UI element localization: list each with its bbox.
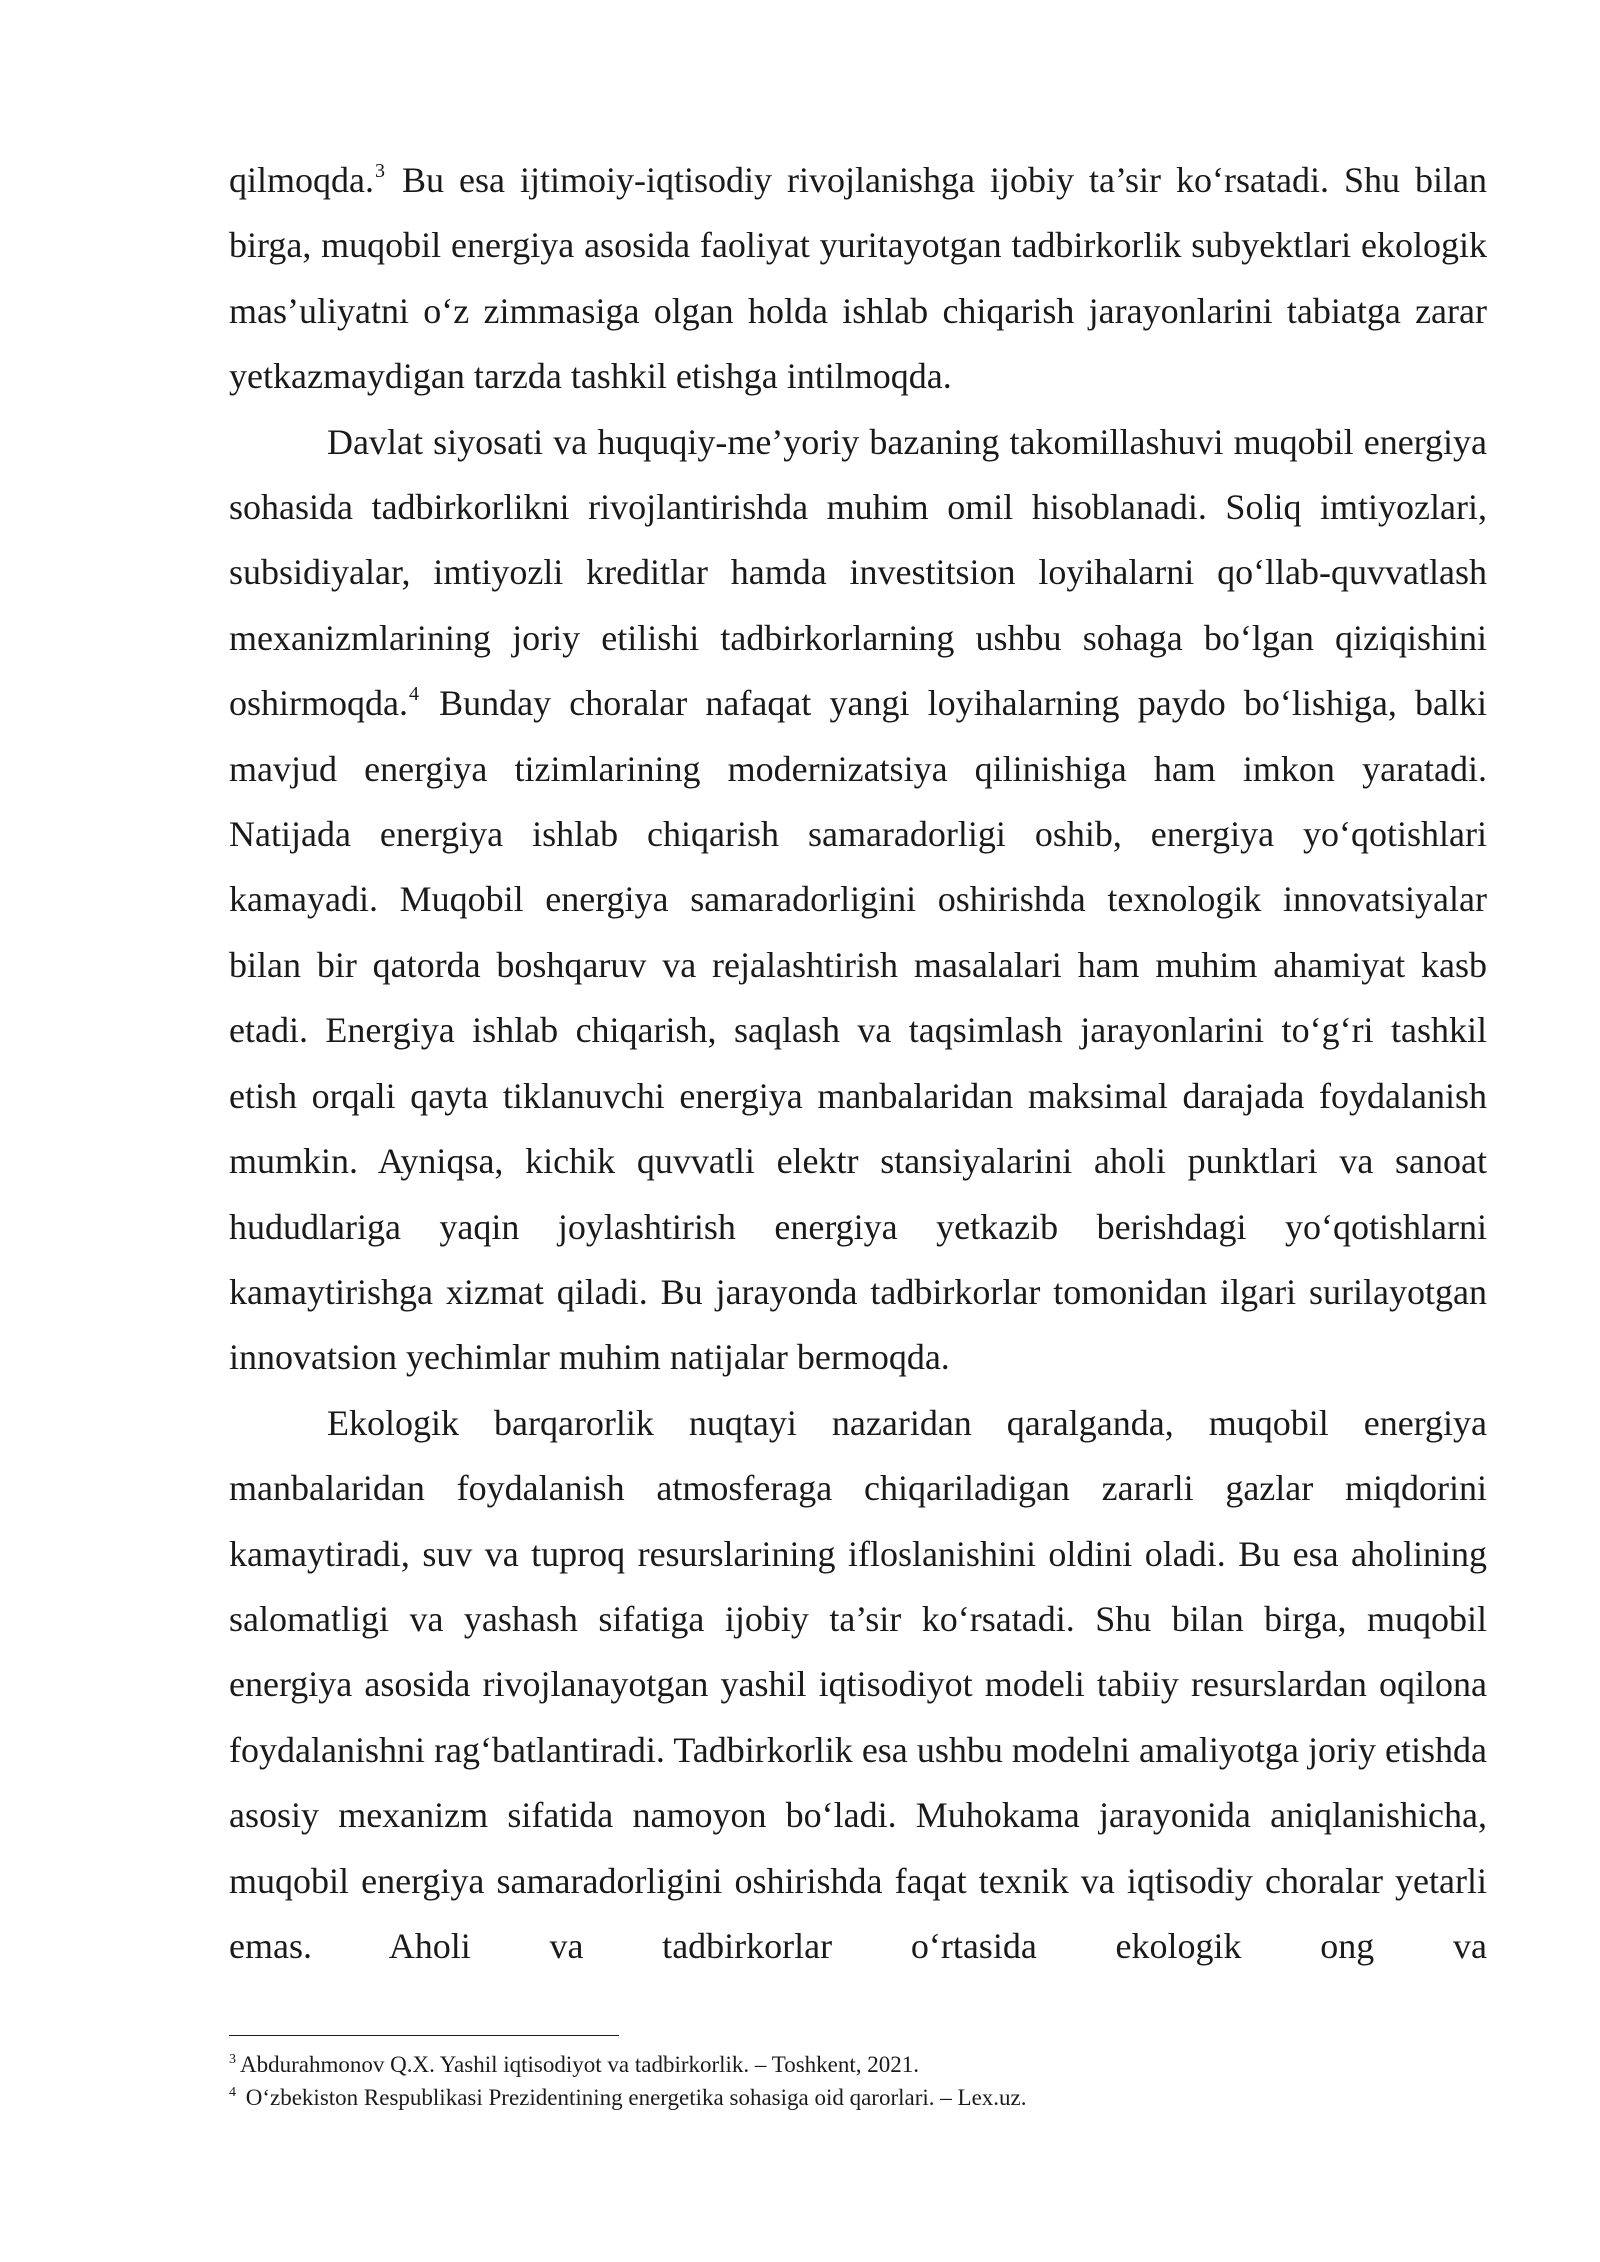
paragraph-3-text: Ekologik barqarorlik nuqtayi nazaridan qaralganda, muqobil energiya manbalaridan foydalanish atmosferaga chiqariladigan zararli gazlar miqdorini kamaytiradi, suv va tuproq resurslarining ifloslanishini oldini oladi. Bu esa aholining salomatligi va yashash sifatiga ijobiy ta’sir ko‘rsatadi. Shu bilan birga, muqobil energiya asosida rivojlanayotgan yashil iqtisodiyot modeli tabiiy resurslardan oqilona foydalanishni rag‘batlantiradi. Tadbirkorlik esa ushbu modelni amaliyotga joriy etishda asosiy mexanizm sifatida namoyon bo‘ladi. Muhokama jarayonida aniqlanishicha, muqobil energiya samaradorligini oshirishda faqat texnik va iqtisodiy choralar yetarli emas. Aholi va tadbirkorlar o‘rtasida ekologik ong va (229, 1402, 1487, 1966)
paragraph-1-text-a: qilmoqda. (229, 160, 374, 200)
footnote-3-number: 3 (229, 2052, 236, 2067)
footnote-3-text: Abdurahmonov Q.X. Yashil iqtisodiyot va tadbirkorlik. – Toshkent, 2021. (240, 2052, 920, 2077)
paragraph-3 (229, 1391, 1487, 1980)
footnote-3 (229, 2048, 1487, 2081)
footnote-4 (229, 2081, 1487, 2114)
body-text (229, 148, 1487, 1979)
paragraph-2 (229, 410, 1487, 1391)
paragraph-2-text-b: Bunday choralar nafaqat yangi loyihalarning paydo bo‘lishiga, balki mavjud energiya tizimlarining modernizatsiya qilinishiga ham imkon yaratadi. Natijada energiya ishlab chiqarish samaradorligi oshib, energiya yo‘qotishlari kamayadi. Muqobil energiya samaradorligini oshirishda texnologik innovatsiyalar bilan bir qatorda boshqaruv va rejalashtirish masalalari ham muhim ahamiyat kasb etadi. Energiya ishlab chiqarish, saqlash va taqsimlash jarayonlarini to‘g‘ri tashkil etish orqali qayta tiklanuvchi energiya manbalaridan maksimal darajada foydalanish mumkin. Ayniqsa, kichik quvvatli elektr stansiyalarini aholi punktlari va sanoat hududlariga yaqin joylashtirish energiya yetkazib berishdagi yo‘qotishlarni kamaytirishga xizmat qiladi. Bu jarayonda tadbirkorlar tomonidan ilgari surilayotgan innovatsion yechimlar muhim natijalar bermoqda. (229, 683, 1487, 1378)
paragraph-1-text-b: Bu esa ijtimoiy-iqtisodiy rivojlanishga ijobiy ta’sir ko‘rsatadi. Shu bilan birga, muqobil energiya asosida faoliyat yuritayotgan tadbirkorlik subyektlari ekologik mas’uliyatni o‘z zimmasiga olgan holda ishlab chiqarish jarayonlarini tabiatga zarar yetkazmaydigan tarzda tashkil etishga intilmoqda. (229, 160, 1487, 397)
footnote-4-number: 4 (229, 2085, 236, 2100)
paragraph-2-text-a: Davlat siyosati va huquqiy-me’yoriy bazaning takomillashuvi muqobil energiya sohasida tadbirkorlikni rivojlantirishda muhim omil hisoblanadi. Soliq imtiyozlari, subsidiyalar, imtiyozli kreditlar hamda investitsion loyihalarni qo‘llab-quvvatlash mexanizmlarining joriy etilishi tadbirkorlarning ushbu sohaga bo‘lgan qiziqishini oshirmoqda. (229, 421, 1487, 724)
footnote-ref-4[interactable]: 4 (408, 683, 419, 706)
footnotes (229, 2048, 1487, 2114)
footnote-separator (229, 2035, 619, 2036)
footnote-4-text: O‘zbekiston Respublikasi Prezidentining energetika sohasiga oid qarorlari. – Lex.uz. (240, 2085, 1027, 2110)
paragraph-1 (229, 148, 1487, 410)
footnote-ref-3[interactable]: 3 (374, 160, 385, 182)
